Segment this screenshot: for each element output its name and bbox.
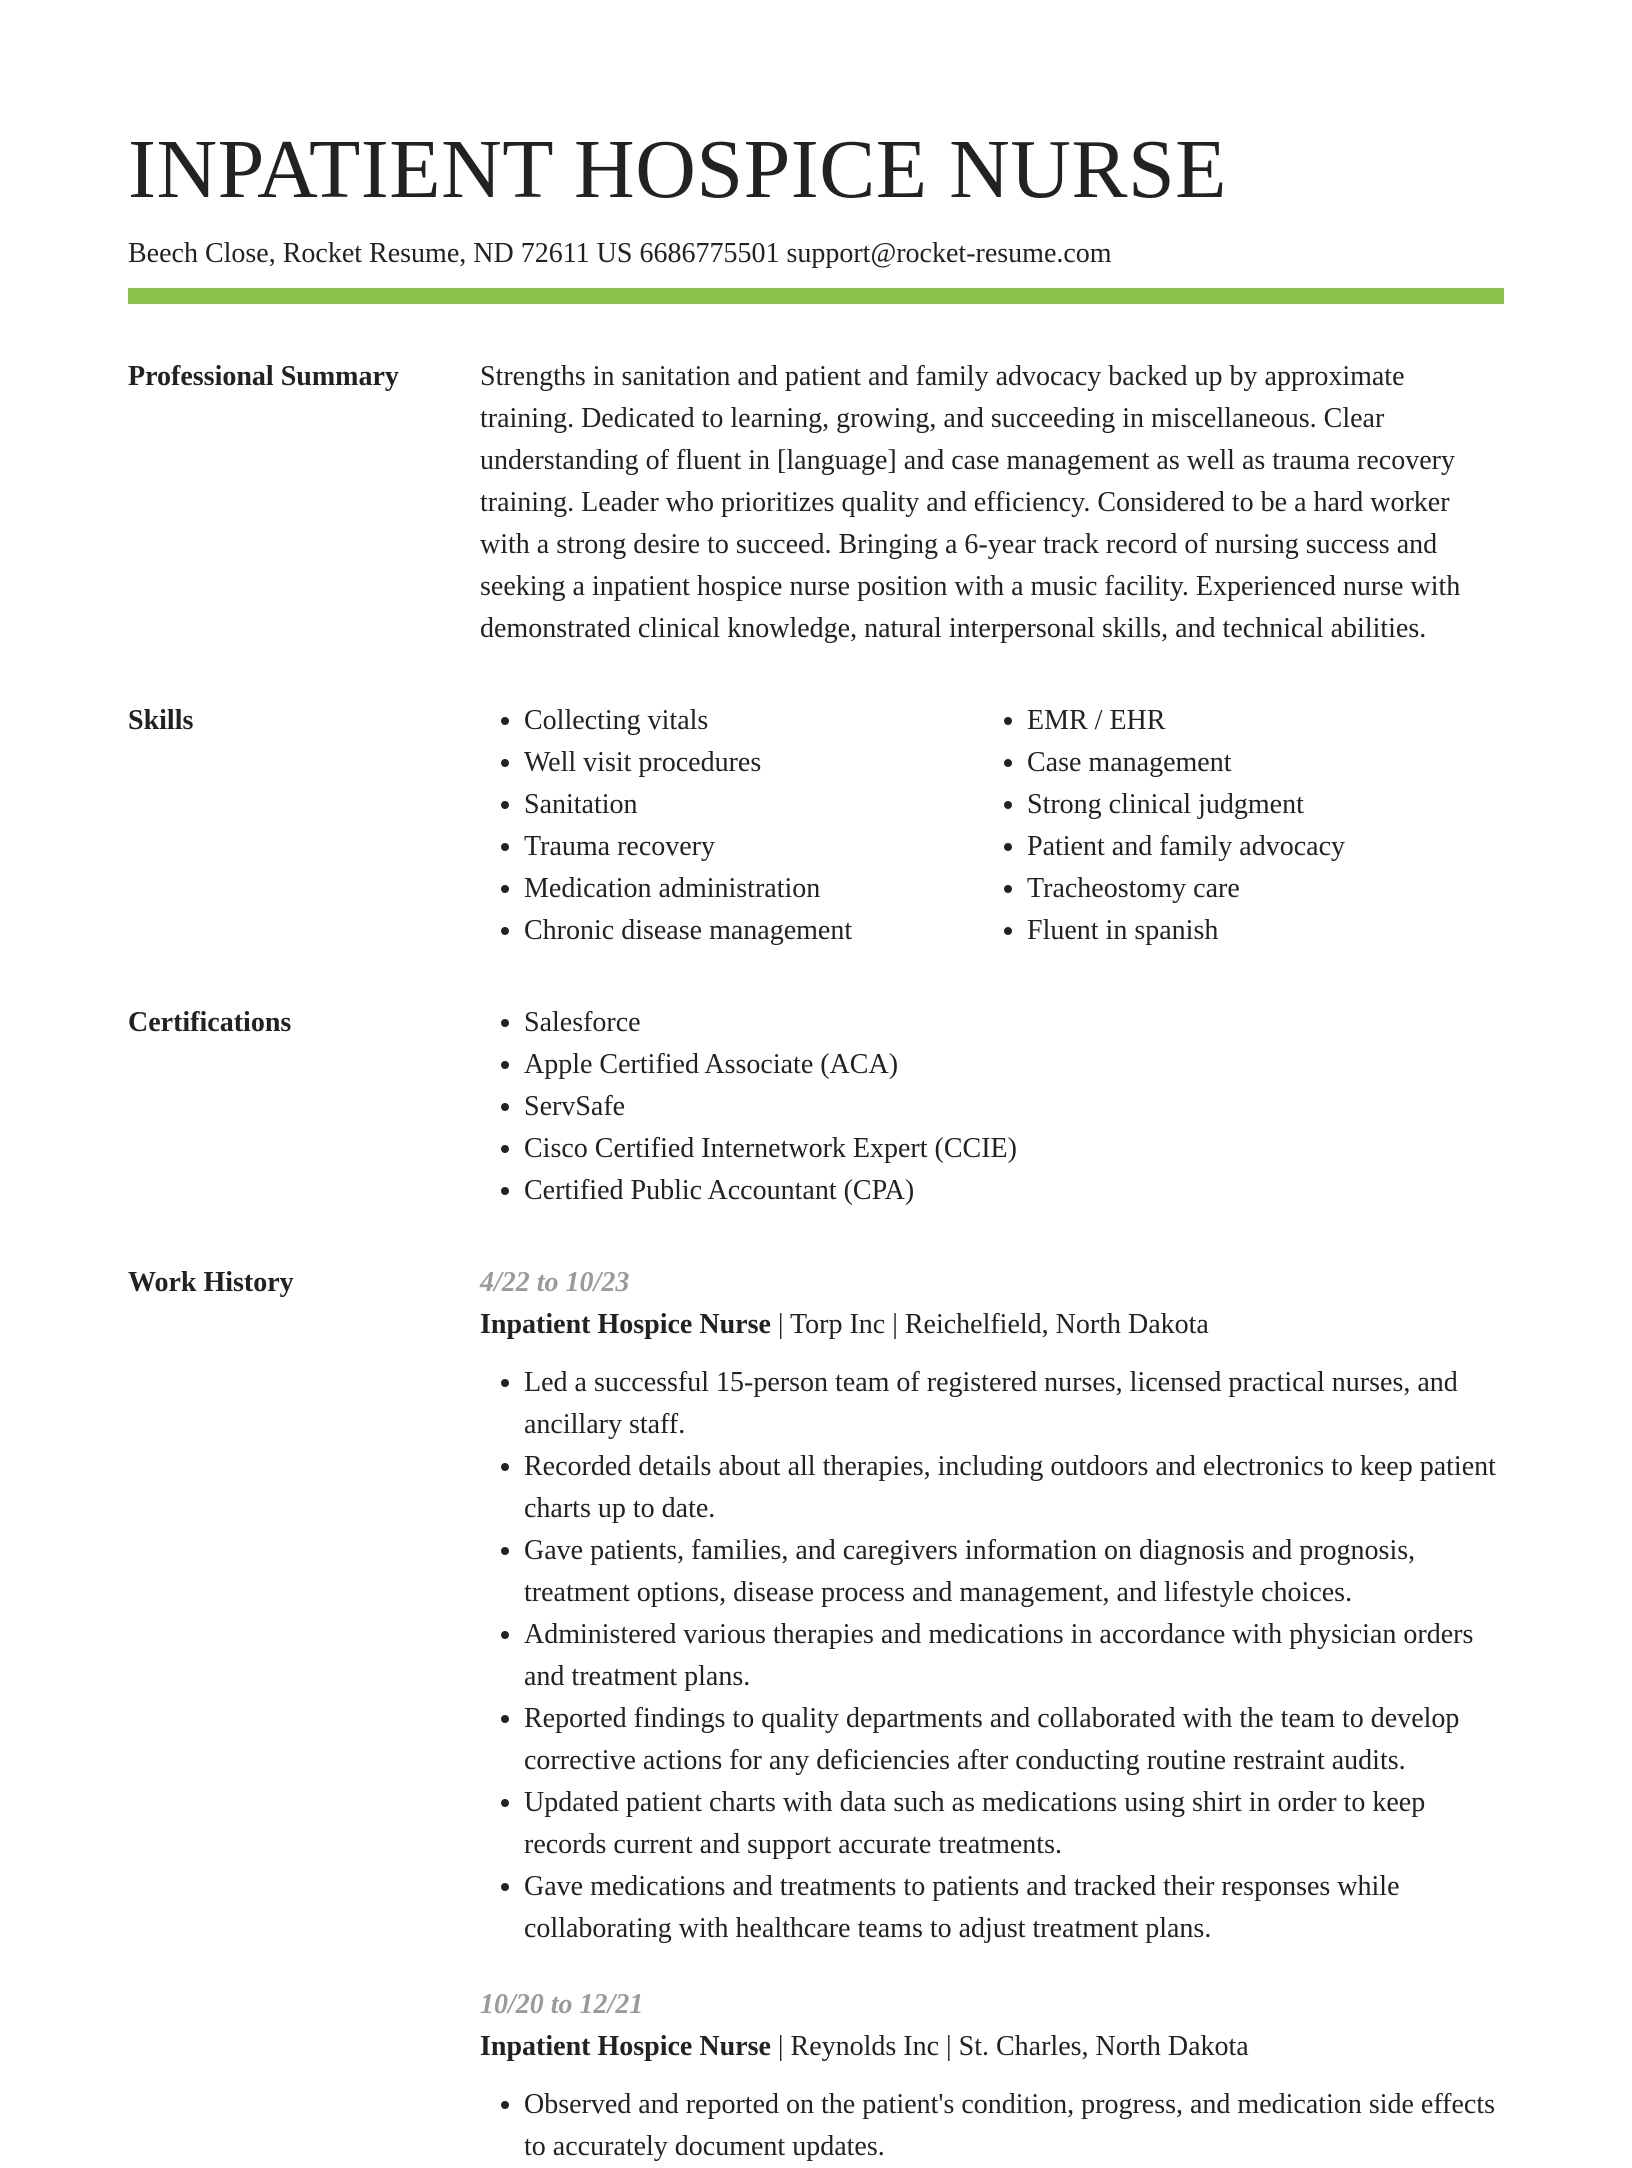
list-item: • Administered various therapies and medications in accordance with physician orders and treatment plans.: [524, 1614, 1504, 1698]
list-item: • Salesforce: [524, 1002, 1504, 1044]
list-item: • Gave medications and treatments to patients and tracked their responses while collaborating with healthcare teams to adjust treatment plans.: [524, 1866, 1504, 1950]
contact-info: Beech Close, Rocket Resume, ND 72611 US 6686775501 support@rocket-resume.com: [128, 238, 1112, 269]
list-item: • Led a successful 15-person team of registered nurses, licensed practical nurses, and ancillary staff.: [524, 1362, 1504, 1446]
section-label-summary: Professional Summary: [128, 361, 399, 392]
list-item: • Patient and family advocacy: [1027, 826, 1486, 868]
list-item: • Recorded details about all therapies, including outdoors and electronics to keep patient charts up to date.: [524, 1446, 1504, 1530]
job-dates: 4/22 to 10/23: [480, 1267, 630, 1298]
list-item: • Cisco Certified Internetwork Expert (CCIE): [524, 1128, 1504, 1170]
resume-name: INPATIENT HOSPICE NURSE: [128, 123, 1227, 216]
skills-section: [128, 700, 1504, 952]
list-item: • Strong clinical judgment: [1027, 784, 1486, 826]
list-item: • Case management: [1027, 742, 1486, 784]
list-item: • Trauma recovery: [524, 826, 983, 868]
list-item: • ServSafe: [524, 1086, 1504, 1128]
list-item: • EMR / EHR: [1027, 700, 1486, 742]
section-label-certifications: Certifications: [128, 1007, 292, 1038]
work-history-section: [128, 1262, 1504, 2168]
list-item: • Chronic disease management: [524, 910, 983, 952]
list-item: • Tracheostomy care: [1027, 868, 1486, 910]
certifications-list: [480, 1002, 1504, 1212]
list-item: • Apple Certified Associate (ACA): [524, 1044, 1504, 1086]
section-label-work-history: Work History: [128, 1267, 294, 1298]
list-item: • Fluent in spanish: [1027, 910, 1486, 952]
skills-list-right: [983, 700, 1486, 952]
job-details: | Reynolds Inc | St. Charles, North Dakota: [770, 2031, 1249, 2062]
list-item: • Well visit procedures: [524, 742, 983, 784]
job-title-line: [480, 2026, 1504, 2068]
job-title: Inpatient Hospice Nurse: [480, 2031, 771, 2062]
list-item: • Certified Public Accountant (CPA): [524, 1170, 1504, 1212]
list-item: • Gave patients, families, and caregivers information on diagnosis and prognosis, treatment options, disease process and management, and lifestyle choices.: [524, 1530, 1504, 1614]
job-entry: [480, 1262, 1504, 1950]
section-label-skills: Skills: [128, 705, 194, 736]
list-item: • Collecting vitals: [524, 700, 983, 742]
list-item: • Medication administration: [524, 868, 983, 910]
summary-text: Strengths in sanitation and patient and family advocacy backed up by approximate training. Dedicated to learning, growing, and succeeding in miscellaneous. Clear understanding of fluent in [language] and case management as well as trauma recovery training. Leader who prioritizes quality and efficiency. Considered to be a hard worker with a strong desire to succeed. Bringing a 6-year track record of nursing success and seeking a inpatient hospice nurse position with a music facility. Experienced nurse with demonstrated clinical knowledge, natural interpersonal skills, and technical abilities.: [480, 361, 1461, 644]
job-bullets: [480, 1362, 1504, 1950]
job-entry: [480, 1984, 1504, 2168]
resume-page: [128, 0, 1504, 2168]
job-bullets: [480, 2084, 1504, 2168]
list-item: • Sanitation: [524, 784, 983, 826]
accent-divider: [128, 288, 1504, 304]
certifications-section: [128, 1002, 1504, 1212]
job-details: | Torp Inc | Reichelfield, North Dakota: [770, 1309, 1209, 1340]
list-item: • Reported findings to quality departments and collaborated with the team to develop corrective actions for any deficiencies after conducting routine restraint audits.: [524, 1698, 1504, 1782]
summary-section: [128, 356, 1504, 650]
list-item: • Updated patient charts with data such as medications using shirt in order to keep records current and support accurate treatments.: [524, 1782, 1504, 1866]
job-dates: 10/20 to 12/21: [480, 1989, 644, 2020]
list-item: • Observed and reported on the patient's condition, progress, and medication side effects to accurately document updates.: [524, 2084, 1504, 2168]
skills-list-left: [480, 700, 983, 952]
job-title-line: [480, 1304, 1504, 1346]
job-title: Inpatient Hospice Nurse: [480, 1309, 771, 1340]
